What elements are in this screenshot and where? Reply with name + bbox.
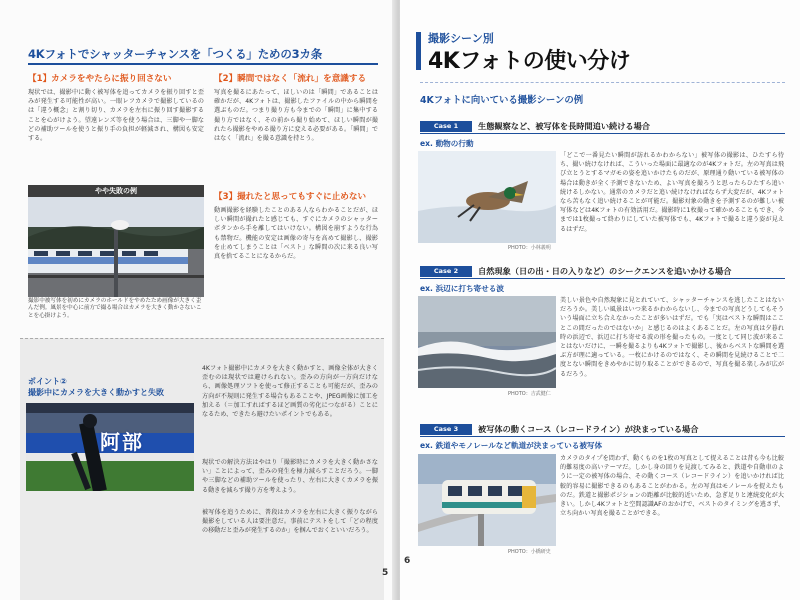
duck-photo bbox=[418, 151, 556, 243]
case-2-title: 自然現象（日の出・日の入りなど）のシークエンスを追いかける場合 bbox=[478, 266, 732, 276]
case-3-tag: Case 3 bbox=[420, 424, 472, 435]
case-1-title: 生態観察など、被写体を長時間追い続ける場合 bbox=[478, 121, 650, 131]
stadium-banner-text: 阿部 bbox=[100, 430, 144, 454]
section-2-heading: 【2】瞬間ではなく「流れ」を意識する bbox=[214, 74, 367, 84]
case-3-rule bbox=[420, 436, 785, 437]
left-page bbox=[0, 0, 395, 600]
title-accent-bar bbox=[416, 32, 421, 70]
case-1-tag: Case 1 bbox=[420, 121, 472, 132]
left-page-title: 4Kフォトでシャッターチャンスを「つくる」ための3カ条 bbox=[28, 47, 323, 61]
case-2-rule bbox=[420, 278, 785, 279]
point-2-label: ポイント② bbox=[28, 377, 67, 386]
title-divider bbox=[420, 82, 785, 83]
wave-photo bbox=[418, 296, 556, 388]
section-2-body: 写真を撮るにあたって、ほしいのは「瞬間」であることは確かだが、4Kフォトは、撮影したファイルの中から瞬間を選ぶものだ。つまり撮り方も今までの「瞬間」に集中する撮り方ではなく、その前から撮り始めて、ほしい瞬間が撮れたら撮影をやめる撮り方に変える必要がある。「瞬間」ではなく「流れ」を撮る意識を持とう。 bbox=[214, 89, 378, 143]
case-1-credit: PHOTO：小林義明 bbox=[508, 245, 551, 251]
section-3-body: 動画撮影を経験したことのある人ならわかることだが、ほしい瞬間が撮れたと感じても、すぐにカメラのシャッターボタンから手を離してはいけない。構図を崩すような行為も禁物だ。機能の安定は画像の寄与を高めて撮影し、撮影を止めてしまうことは「ベスト」な瞬間の次に来る良い写真を捨てることになるからだ。 bbox=[214, 207, 378, 261]
case-3-title: 被写体の動くコース（レコードライン）が決まっている場合 bbox=[478, 424, 699, 434]
case-2-body: 美しい景色や自然現象に見とれていて、シャッターチャンスを逃したことはないだろうか。美しい風景はいつ来るかわからないし、今までの写真どうしてもそういう場面に立ち合えなかったことが多いはずだ。でも「実はベストな瞬間はこことこの間だったのではないか」と感じるのはよくあることだ。左の写真は夕暮れ時の浜辺で、浜辺に打ち寄せる波の形を撮ったもの。一度として同じ波が来ることはないだけに、一瞬を撮るよりも4Kフォトで撮影し、後からベストな瞬間を選ぶ方が理に適っている。一枚にかけるのではなく、その瞬間を見続けることで二度とない瞬間をきめやかに切り取ることができるので、写真を撮る楽しみが広がるだろう。 bbox=[560, 297, 784, 378]
case-1-example: ex. 動物の行動 bbox=[420, 139, 474, 148]
page-number-right: 6 bbox=[404, 556, 411, 566]
right-page-title: 4Kフォトの使い分け bbox=[428, 49, 631, 74]
section-heading: 4Kフォトに向いている撮影シーンの例 bbox=[420, 95, 584, 106]
case-3-example: ex. 鉄道やモノレールなど軌道が決まっている被写体 bbox=[420, 441, 603, 450]
case-2-example: ex. 浜辺に打ち寄せる波 bbox=[420, 284, 504, 293]
case-3-body: カメラのタイプを問わず、動くものを1枚の写真として捉えることは昔も今も比較的難易度の高いテーマだ。しかし身の回りを見渡してみると、鉄道や自動車のように一定の被写体の場合、その動くコース（レコードライン）を追いかければ比較的容易に撮影できるのもあることがわかる。左の写真はモノレールを捉えたものだ。鉄道と撮影ポジションの距離が比較的近いため、急ぎ足りと連続変化が大きい。しかし4Kフォトと空間認識AFのおかげで、ベストのタイミングを逃さず、立ち向かい写真を撮ることができる。 bbox=[560, 455, 784, 518]
point-2-heading: 撮影中にカメラを大きく動かすと失敗 bbox=[28, 388, 164, 397]
section-1-heading: 【1】カメラをやたらに振り回さない bbox=[28, 74, 172, 84]
section-1-body: 現状では、撮影中に動く被写体を追ってカメラを振り回すと歪みが発生する可能性が高い。一眼レフカメラで撮影しているのは「違う概念」と割り切り、カメラを左右に振り回す撮影することを心がけよう。望遠レンズ等を使う場合は、三脚や一脚などの補助ツールを使うと振り手の負担が軽減され、構図も安定する。 bbox=[28, 89, 204, 143]
fail-example-caption: やや失敗の例 bbox=[28, 185, 204, 197]
point-2-body-3: 被写体を追うために、普段はカメラを左右に大きく振りながら撮影をしている人は要注意だ。事前にテストをして「どの程度の移動だと歪みが発生するのか」を掴んでおくといいだろう。 bbox=[202, 509, 378, 535]
case-1-rule bbox=[420, 133, 785, 134]
case-2-credit: PHOTO：吉武健仁 bbox=[508, 391, 551, 397]
point-2-body-2: 現状での解決方法はやはり「撮影時にカメラを大きく動かさない」ことによって、歪みの発生を極力減らすことだろう。一脚や三脚などの補助ツールを使ったり、左右に大きくカメラを振る動きを減らす撮り方を考えよう。 bbox=[202, 459, 378, 494]
point-2-body-1: 4Kフォト撮影中にカメラを大きく動かすと、画像全体が大きく歪むのは現状では避けられない。歪みの方向が一方向だけなら、画像処理ソフトを使って修正することも可能だが、歪みの方向が不規則に発生する場合もあることや、JPEG画像に加工を加える（＝加工すればするほど画質の劣化につながる）ことになるため、できたら避けたいポイントでもある。 bbox=[202, 365, 378, 419]
category-label: 撮影シーン別 bbox=[428, 32, 494, 45]
case-2-tag: Case 2 bbox=[420, 266, 472, 277]
train-photo bbox=[28, 197, 204, 297]
fail-example-note: 撮影中被写体を初めにカメラのホールドをやめたため画像が大きく歪んだ例。風景を中心に前方で撮る場合はカメラを大きく動かさないことを心掛けよう。 bbox=[28, 298, 202, 319]
case-3-credit: PHOTO：小橋研史 bbox=[508, 549, 551, 555]
right-page bbox=[400, 0, 800, 600]
title-underline bbox=[28, 63, 378, 65]
case-1-body: 「どこで一番見たい瞬間が訪れるかわからない」被写体の撮影は、ひたすら待ち、撮い続けなければ、こういった場面に最適なのが4Kフォトだ。左の写真は飛び立とうとするマガモの姿を追いかけたものだが、原理通り動いている被写体の場合は動きが全く予測できないため、よい写真を撮ろうと思ったらひたすら追い続けるしかない。通常のカメラだと追い続けなければならず大変だが、4Kフォトなら苦もなく追い続けることが可能だ。撮影対象の動きを予測するのが難しい被写体などは4Kフォトの有効活用だ。撮影時に1枚撮って確かめることもでき、今までは1枚撮って終わりにしていた被写体でも、4Kフォトで撮ると違う姿が見えるはずだ。 bbox=[560, 152, 784, 233]
monorail-photo bbox=[418, 454, 556, 546]
section-3-heading: 【3】撮れたと思ってもすぐに止めない bbox=[214, 192, 367, 202]
page-number-left: 5 bbox=[382, 568, 389, 578]
